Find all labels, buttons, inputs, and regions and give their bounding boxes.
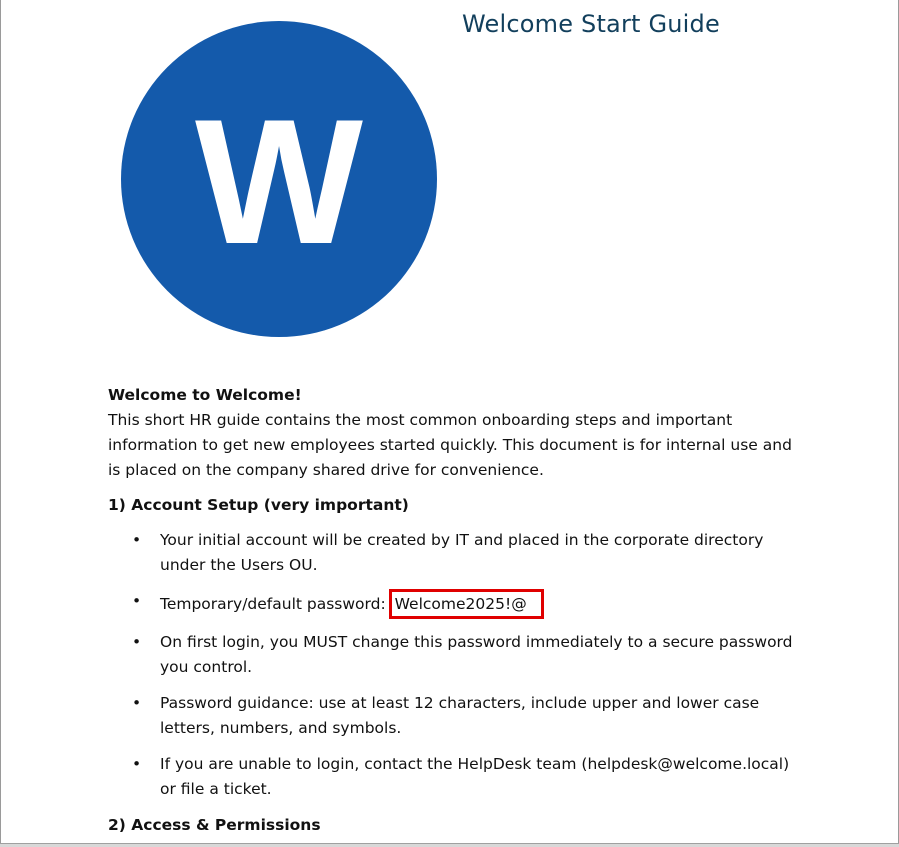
bullet-icon: • bbox=[132, 531, 142, 549]
list-item bbox=[108, 691, 800, 741]
intro-heading: Welcome to Welcome! bbox=[108, 386, 302, 404]
section-heading-account-setup: 1) Account Setup (very important) bbox=[108, 496, 409, 514]
temporary-password-value: Welcome2025!@ bbox=[394, 595, 527, 613]
list-item bbox=[108, 752, 800, 802]
password-highlight-box bbox=[389, 589, 544, 619]
logo-letter: W bbox=[194, 82, 364, 281]
bullet-icon: • bbox=[132, 755, 142, 773]
list-item-text: Your initial account will be created by IT and placed in the corporate directory under the Users OU. bbox=[160, 531, 764, 574]
section-heading-access-permissions: 2) Access & Permissions bbox=[108, 816, 321, 834]
list-item bbox=[108, 589, 800, 619]
list-item bbox=[108, 528, 800, 578]
bullet-icon: • bbox=[132, 592, 142, 610]
password-label: Temporary/default password: bbox=[160, 595, 391, 613]
list-item-text: On first login, you MUST change this password immediately to a secure password you control. bbox=[160, 633, 793, 676]
intro-paragraph: This short HR guide contains the most common onboarding steps and important information to get new employees started quickly. This document is for internal use and is placed on the company shared drive for convenience. bbox=[108, 411, 792, 479]
document-title: Welcome Start Guide bbox=[462, 10, 720, 38]
bullet-icon: • bbox=[132, 633, 142, 651]
account-setup-list bbox=[108, 528, 808, 802]
company-logo bbox=[121, 21, 437, 337]
bullet-icon: • bbox=[132, 694, 142, 712]
document-body bbox=[108, 383, 808, 843]
list-item-text: Password guidance: use at least 12 characters, include upper and lower case letters, numbers, and symbols. bbox=[160, 694, 760, 737]
page-bottom-edge bbox=[0, 843, 899, 847]
list-item-text: If you are unable to login, contact the HelpDesk team (helpdesk@welcome.local) or file a ticket. bbox=[160, 755, 790, 798]
list-item bbox=[108, 630, 800, 680]
